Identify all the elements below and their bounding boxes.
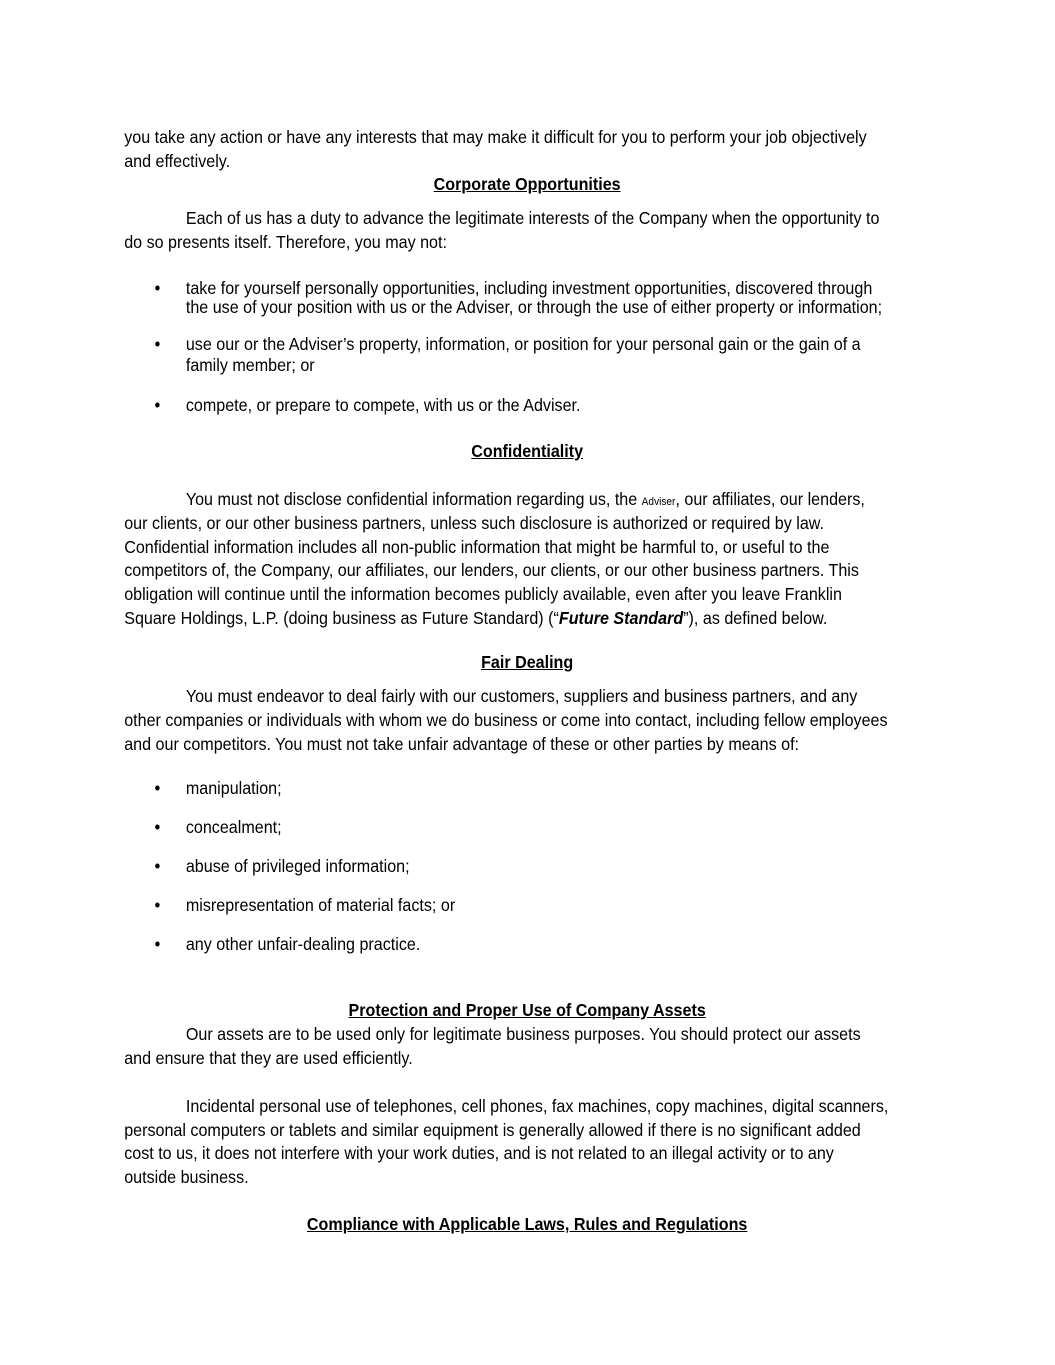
- bullet-icon: •: [154, 395, 161, 415]
- compliance-heading: Compliance with Applicable Laws, Rules and Regulations: [306, 1214, 748, 1234]
- confidentiality-line-3: Confidential information includes all non-public information that might be harmful to, or useful to the: [124, 537, 830, 557]
- fair-dealing-para-line-3: and our competitors. You must not take unfair advantage of these or other parties by means of:: [124, 734, 800, 754]
- confidentiality-line-6: [124, 606, 827, 630]
- bullet-item-1-line-1: take for yourself personally opportunities, including investment opportunities, discovered through: [185, 278, 873, 298]
- corporate-opportunities-heading: Corporate Opportunities: [433, 174, 621, 194]
- assets-heading: Protection and Proper Use of Company Assets: [348, 1000, 706, 1020]
- confidentiality-line-5: obligation will continue until the information becomes publicly available, even after you leave Franklin: [124, 584, 842, 604]
- corporate-opportunities-para-line-2: do so presents itself. Therefore, you may not:: [124, 232, 447, 252]
- assets-para-2-line-1: Incidental personal use of telephones, cell phones, fax machines, copy machines, digital scanners,: [185, 1096, 889, 1116]
- confidentiality-line-1: [186, 487, 865, 514]
- fair-dealing-bullet-1: manipulation;: [185, 778, 282, 798]
- bullet-icon: •: [154, 817, 161, 837]
- fair-dealing-bullet-5: any other unfair-dealing practice.: [185, 934, 421, 954]
- bullet-item-2-line-1: use our or the Adviser’s property, information, or position for your personal gain or the gain of a: [185, 334, 861, 354]
- fair-dealing-para-line-2: other companies or individuals with whom we do business or come into contact, including fellow employees: [124, 710, 888, 730]
- confidentiality-line-6-post: ”), as defined below.: [683, 608, 828, 628]
- intro-line-1: you take any action or have any interests that may make it difficult for you to perform your job objectively: [124, 127, 867, 147]
- intro-line-2: and effectively.: [124, 151, 231, 171]
- fair-dealing-bullet-4: misrepresentation of material facts; or: [185, 895, 456, 915]
- confidentiality-line-4: competitors of, the Company, our affiliates, our lenders, our clients, or our other business partners. This: [124, 560, 859, 580]
- adviser-small-text: Adviser: [641, 496, 676, 508]
- bullet-icon: •: [154, 895, 161, 915]
- confidentiality-heading: Confidentiality: [471, 441, 584, 461]
- bullet-icon: •: [154, 778, 161, 798]
- bullet-item-1-line-2: the use of your position with us or the Adviser, or through the use of either property or information;: [185, 297, 883, 317]
- fair-dealing-para-line-1: You must endeavor to deal fairly with our customers, suppliers and business partners, and any: [185, 686, 858, 706]
- bullet-icon: •: [154, 934, 161, 954]
- bullet-icon: •: [154, 278, 161, 298]
- assets-para-2-line-2: personal computers or tablets and similar equipment is generally allowed if there is no significant added: [124, 1120, 861, 1140]
- confidentiality-line-1-pre: You must not disclose confidential information regarding us, the: [185, 489, 642, 509]
- assets-para-1-line-1: Our assets are to be used only for legitimate business purposes. You should protect our assets: [185, 1024, 861, 1044]
- confidentiality-line-2: our clients, or our other business partners, unless such disclosure is authorized or required by law.: [124, 513, 825, 533]
- fair-dealing-bullet-3: abuse of privileged information;: [185, 856, 410, 876]
- corporate-opportunities-para-line-1: Each of us has a duty to advance the legitimate interests of the Company when the opportunity to: [185, 208, 880, 228]
- future-standard-defined-term: Future Standard: [558, 608, 684, 628]
- bullet-icon: •: [154, 856, 161, 876]
- fair-dealing-bullet-2: concealment;: [185, 817, 282, 837]
- bullet-icon: •: [154, 334, 161, 354]
- confidentiality-line-6-pre: Square Holdings, L.P. (doing business as Future Standard) (“: [124, 608, 559, 628]
- assets-para-2-line-4: outside business.: [124, 1167, 249, 1187]
- bullet-item-3-line-1: compete, or prepare to compete, with us or the Adviser.: [185, 395, 581, 415]
- assets-para-1-line-2: and ensure that they are used efficiently.: [124, 1048, 413, 1068]
- fair-dealing-heading: Fair Dealing: [481, 652, 574, 672]
- confidentiality-line-1-post: , our affiliates, our lenders,: [675, 489, 865, 509]
- assets-para-2-line-3: cost to us, it does not interfere with your work duties, and is not related to an illegal activity or to any: [124, 1143, 834, 1163]
- bullet-item-2-line-2: family member; or: [185, 355, 315, 375]
